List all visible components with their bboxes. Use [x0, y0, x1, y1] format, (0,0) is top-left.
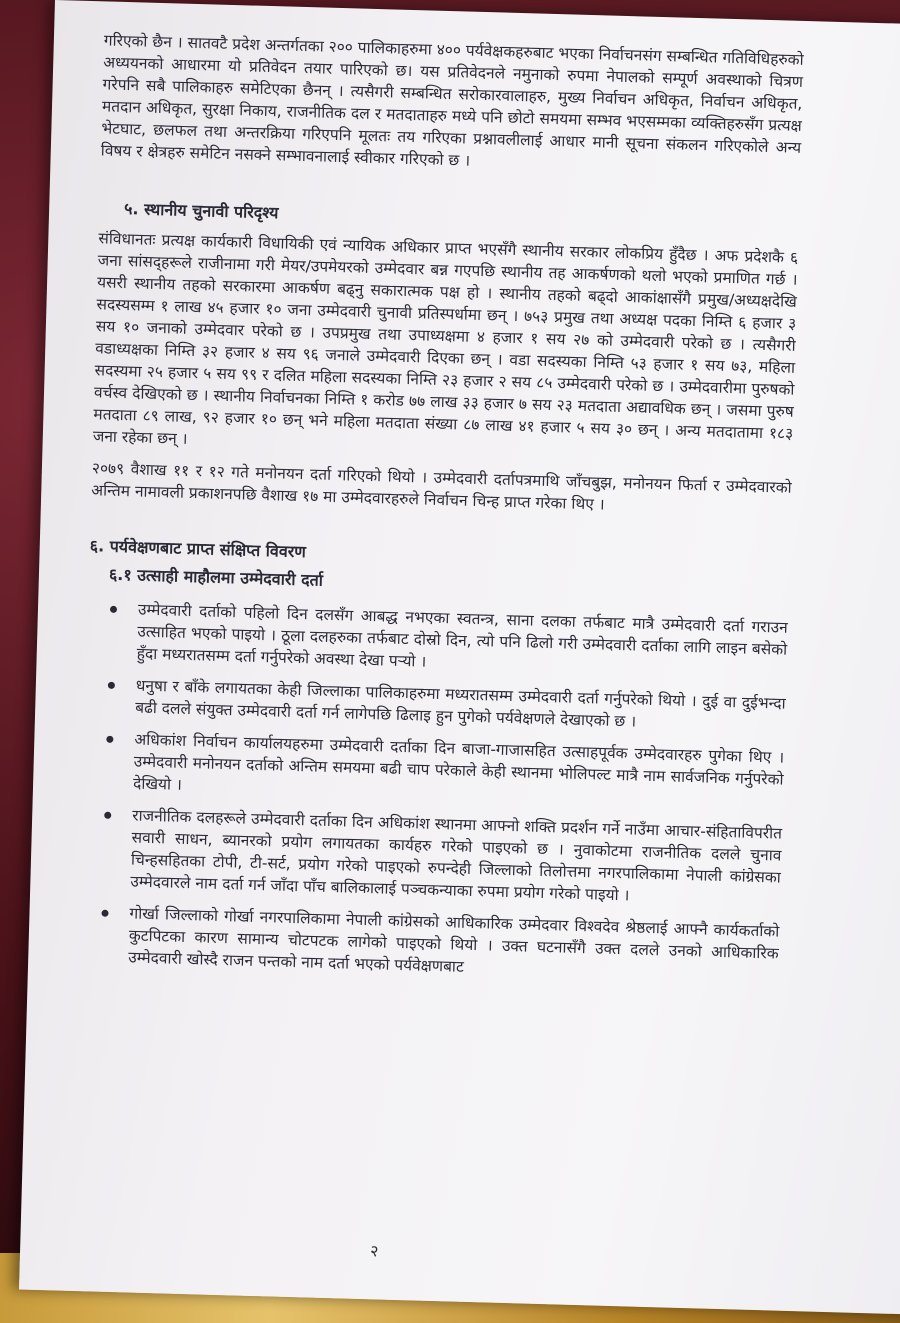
list-item — [128, 902, 780, 986]
section-5-heading: ५. स्थानीय चुनावी परिदृश्य — [123, 199, 279, 223]
bullet-icon — [104, 812, 111, 819]
bullet-icon — [108, 682, 115, 689]
section-6-heading: ६. पर्यवेक्षणबाट प्राप्त संक्षिप्त विवरण — [89, 536, 307, 562]
list-item-text: धनुषा र बाँके लगायतका केही जिल्लाका पालिकाहरुमा मध्यरातसम्म उम्मेदवारी दर्ता गर्नुपरेको थियो । दुई वा दुईभन्दा बढी दलले संयुक्त उम्मेदवारी दर्ता गर्न लागेपछि ढिलाइ हुन पुगेको पर्यवेक्षणले देखाएको छ । — [135, 676, 786, 731]
intro-paragraph: गरिएको छैन । सातवटै प्रदेश अन्तर्गतका २०० पालिकाहरुमा ४०० पर्यवेक्षकहरुबाट भएका निर्वाचनसंग सम्बन्धित गतिविधिहरुको अध्ययनको आधारमा यो प्रतिवेदन तयार पारिएको छ। यस प्रतिवेदनले नमुनाको रुपमा नेपालको सम्पूर्ण अवस्थाको चित्रण गरेपनि सबै पालिकाहरु समेटिएका छैनन् । त्यसैगरी सम्बन्धित सरोकारवालाहरु, मुख्य निर्वाचन अधिकृत, निर्वाचन अधिकृत, मतदान अधिकृत, सुरक्षा निकाय, राजनीतिक दल र मतदाताहरु मध्ये पनि छोटो समयमा सम्भव भएसम्मका व्यक्तिहरुसँग प्रत्यक्ष भेटघाट, छलफल तथा अन्तरक्रिया गरिएपनि मूलतः तय गरिएका प्रश्नावलीलाई आधार मानी सूचना संकलन गरिएकोले अन्य विषय र क्षेत्रहरु समेटिन नसक्ने सम्भावनालाई स्वीकार गरिएको छ । — [100, 31, 804, 170]
bullet-icon — [106, 736, 113, 743]
list-item-text: राजनीतिक दलहरूले उम्मेदवारी दर्ताका दिन अधिकांश स्थानमा आफ्नो शक्ति प्रदर्शन गर्ने नाउँमा आचार-संहिताविपरीत सवारी साधन, ब्यानरको प्रयोग लगायतका कार्यहरु गरेको पाइएको छ । नुवाकोटमा राजनीतिक दलले चुनाव चिन्हसहितका टोपी, टी-सर्ट, प्रयोग गरेको पाइएको रुपन्देही जिल्लाको तिलोत्तमा नगरपालिकामा नेपाली कांग्रेसका उम्मेदवारले नाम दर्ता गर्न जाँदा पाँच बालिकालाई पञ्चकन्याका रुपमा प्रयोग गरेको पाइयो । — [130, 806, 783, 905]
bullet-icon — [110, 606, 117, 613]
list-item — [135, 675, 786, 737]
list-item — [136, 599, 788, 683]
document-page — [19, 0, 900, 1315]
list-item-text: अधिकांश निर्वाचन कार्यालयहरुमा उम्मेदवारी दर्ताका दिन बाजा-गाजासहित उत्साहपूर्वक उम्मेदवारहरु पुगेका थिए । उम्मेदवारी मनोनयन दर्ताको अन्तिम समयमा बढी चाप परेकाले केही स्थानमा भोलिपल्ट मात्रै नाम सार्वजनिक गर्नुपरेको देखियो । — [132, 730, 785, 794]
section-6-1-subheading: ६.१ उत्साही माहौलमा उम्मेदवारी दर्ता — [108, 564, 324, 590]
section-5-paragraph-1: संविधानतः प्रत्यक्ष कार्यकारी विधायिकी एवं न्यायिक अधिकार प्राप्त भएसँगै स्थानीय सरकार लोकप्रिय हुँदैछ । अफ प्रदेशकै ६ जना सांसद्हरूले राजीनामा गरी मेयर/उपमेयरको उम्मेदवार बन्न गएपछि स्थानीय तह आकर्षणको थलो भएको प्रमाणित गर्छ । यसरी स्थानीय तहको सरकारमा आकर्षण बढ्नु सकारात्मक पक्ष हो । स्थानीय तहको बढ्दो आकांक्षासँगै प्रमुख/अध्यक्षदेखि सदस्यसम्म १ लाख ४५ हजार १० जना उम्मेदवारी चुनावी प्रतिस्पर्धामा छन् । ७५३ प्रमुख तथा अध्यक्ष पदका निम्ति ६ हजार ३ सय १० जनाको उम्मेदवार परेको छ । उपप्रमुख तथा उपाध्यक्षमा ४ हजार १ सय २७ को उम्मेदवारी परेको छ । त्यसैगरी वडाध्यक्षका निम्ति ३२ हजार ४ सय ९६ जनाले उम्मेदवारी दिएका छन् । वडा सदस्यका निम्ति ५३ हजार १ सय ७३, महिला सदस्यमा २५ हजार ५ सय ९९ र दलित महिला सदस्यका निम्ति २३ हजार २ सय ८५ उम्मेदवारी परेको छ । उम्मेदवारीमा पुरुषको वर्चस्व देखिएको छ । स्थानीय निर्वाचनका निम्ति १ करोड ७७ लाख ३३ हजार ७ सय २३ मतदाता अद्यावधिक छन् । जसमा पुरुष मतदाता ८९ लाख, ९२ हजार १० छन् भने महिला मतदाता संख्या ८७ लाख ४१ हजार ५ सय ३० छन् । अन्य मतदातामा १८३ जना रहेका छन् । — [92, 229, 799, 448]
bullet-list — [78, 597, 788, 986]
list-item — [133, 729, 785, 813]
list-item-text: उम्मेदवारी दर्ताको पहिलो दिन दलसँग आबद्ध नभएका स्वतन्त्र, साना दलका तर्फबाट मात्रै उम्मेदवारी दर्ता गराउन उत्साहित भएको पाइयो । ठूला दलहरुका तर्फबाट दोस्रो दिन, त्यो पनि ढिलो गरी उम्मेदवारी दर्ताका लागि लाइन बसेको हुँदा मध्यरातसम्म दर्ता गर्नुपरेको अवस्था देखा पर्‍यो । — [136, 600, 789, 671]
section-5-paragraph-2: २०७९ वैशाख ११ र १२ गते मनोनयन दर्ता गरिएको थियो । उम्मेदवारी दर्तापत्रमाथि जाँचबुझ, मनोनयन फिर्ता र उम्मेदवारको अन्तिम नामावली प्रकाशनपछि वैशाख १७ मा उम्मेदवारहरुले निर्वाचन चिन्ह प्राप्त गरेका थिए । — [91, 459, 792, 514]
bullet-icon — [101, 910, 108, 917]
page-content — [78, 29, 804, 996]
page-number: २ — [369, 1241, 379, 1261]
list-item-text: गोर्खा जिल्लाको गोर्खा नगरपालिकामा नेपाली कांग्रेसको आधिकारिक उम्मेदवार विश्वदेव श्रेष्ठलाई आफ्नै कार्यकर्ताको कुटपिटका कारण सामान्य चोटपटक लागेको पाइएको थियो । उक्त घटनासँगै उक्त दलले उनको आधिकारिक उम्मेदवारी खोस्दै राजन पन्तको नाम दर्ता भएको पर्यवेक्षणबाट — [128, 904, 780, 976]
list-item — [130, 804, 782, 910]
